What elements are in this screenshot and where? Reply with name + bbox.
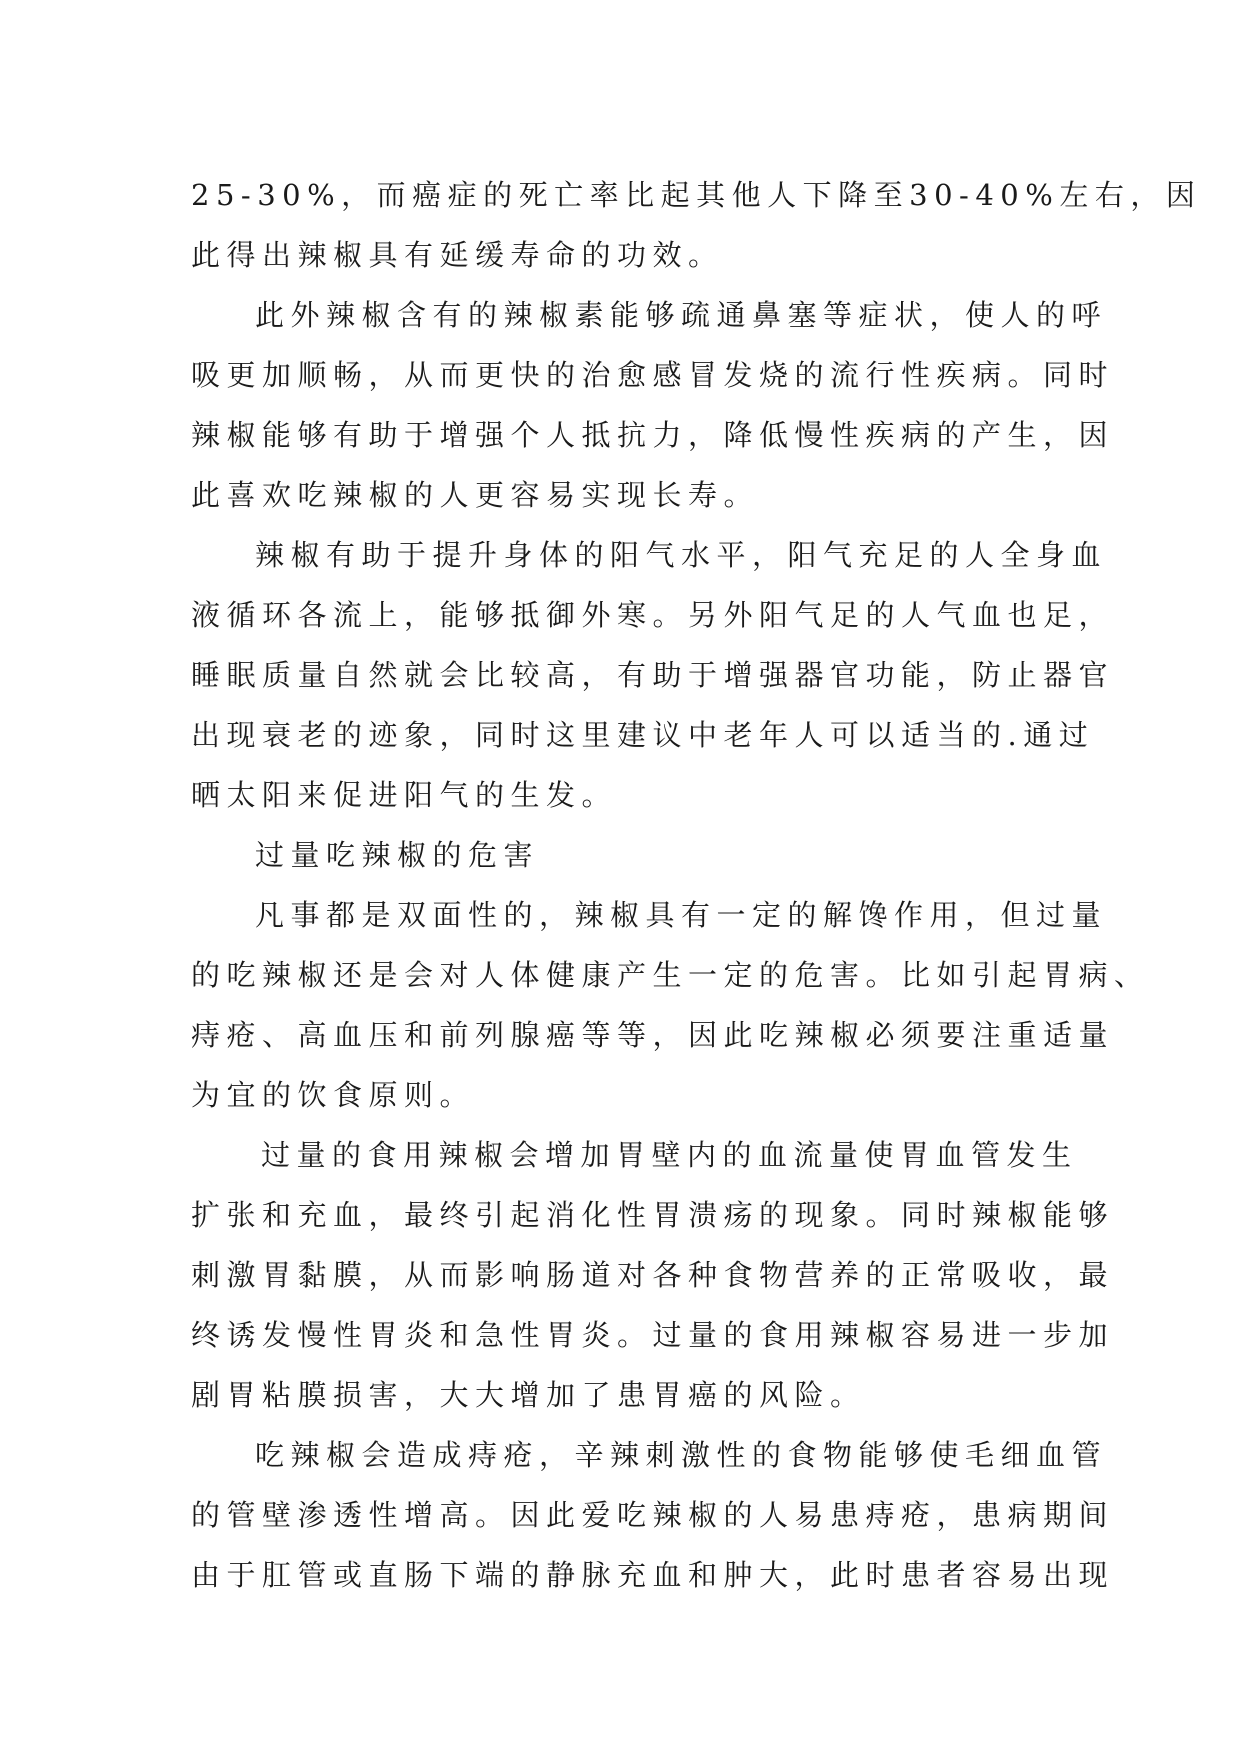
paragraph-start-line: 凡事都是双面性的，辣椒具有一定的解馋作用，但过量	[255, 898, 1108, 932]
text-line: 晒太阳来促进阳气的生发。	[191, 778, 618, 812]
text-line: 25-30%，而癌症的死亡率比起其他人下降至30-40%左右，因	[191, 178, 1202, 212]
text-line: 刺激胃黏膜，从而影响肠道对各种食物营养的正常吸收，最	[191, 1258, 1115, 1292]
text-line: 扩张和充血，最终引起消化性胃溃疡的现象。同时辣椒能够	[191, 1198, 1115, 1232]
text-line: 剧胃粘膜损害，大大增加了患胃癌的风险。	[191, 1378, 866, 1412]
text-line: 液循环各流上，能够抵御外寒。另外阳气足的人气血也足，	[191, 598, 1115, 632]
text-line: 由于肛管或直肠下端的静脉充血和肿大，此时患者容易出现	[191, 1558, 1115, 1592]
text-line: 吸更加顺畅，从而更快的治愈感冒发烧的流行性疾病。同时	[191, 358, 1115, 392]
section-heading: 过量吃辣椒的危害	[255, 838, 540, 872]
paragraph-start-line: 此外辣椒含有的辣椒素能够疏通鼻塞等症状，使人的呼	[255, 298, 1108, 332]
text-line: 睡眠质量自然就会比较高，有助于增强器官功能，防止器官	[191, 658, 1115, 692]
text-line: 出现衰老的迹象，同时这里建议中老年人可以适当的.通过	[191, 718, 1095, 752]
paragraph-start-line: 吃辣椒会造成痔疮，辛辣刺激性的食物能够使毛细血管	[255, 1438, 1108, 1472]
text-line: 此喜欢吃辣椒的人更容易实现长寿。	[191, 478, 760, 512]
text-line: 的吃辣椒还是会对人体健康产生一定的危害。比如引起胃病、	[191, 958, 1150, 992]
paragraph-start-line: 辣椒有助于提升身体的阳气水平，阳气充足的人全身血	[255, 538, 1108, 572]
text-line: 此得出辣椒具有延缓寿命的功效。	[191, 238, 724, 272]
text-line: 终诱发慢性胃炎和急性胃炎。过量的食用辣椒容易进一步加	[191, 1318, 1115, 1352]
text-line: 为宜的饮食原则。	[191, 1078, 476, 1112]
document-body	[191, 165, 1202, 1605]
text-line: 痔疮、高血压和前列腺癌等等，因此吃辣椒必须要注重适量	[191, 1018, 1115, 1052]
paragraph-start-line: 过量的食用辣椒会增加胃壁内的血流量使胃血管发生	[261, 1138, 1078, 1172]
text-line: 辣椒能够有助于增强个人抵抗力，降低慢性疾病的产生，因	[191, 418, 1115, 452]
text-line: 的管壁渗透性增高。因此爱吃辣椒的人易患痔疮，患病期间	[191, 1498, 1115, 1532]
